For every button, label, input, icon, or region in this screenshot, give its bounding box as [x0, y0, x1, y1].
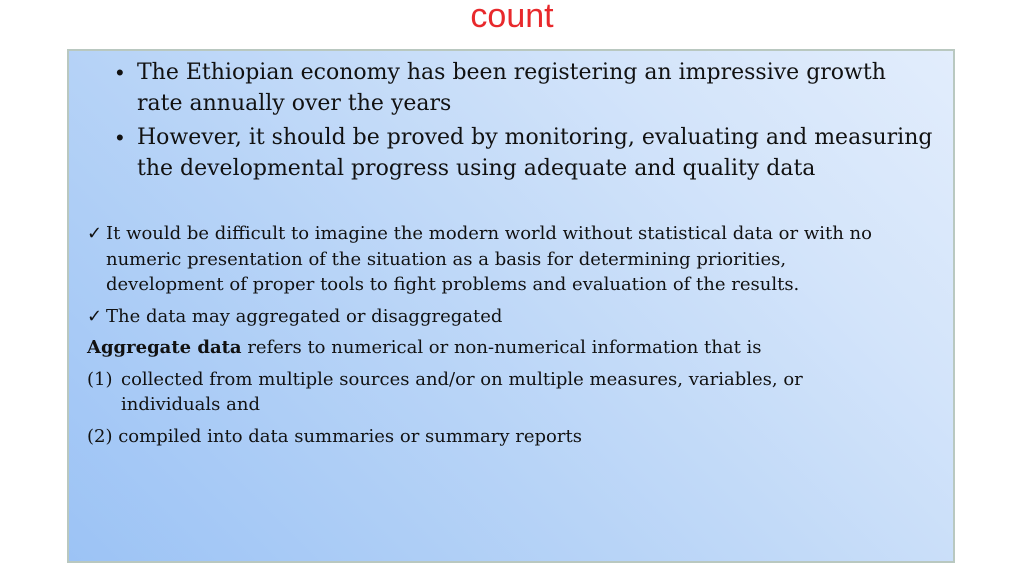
- checkmark-icon: ✓: [87, 305, 103, 327]
- item-number: (1): [87, 368, 113, 390]
- item-text: collected from multiple sources and/or on multiple measures, variables, or individuals and: [121, 368, 803, 415]
- slide-title: count: [470, 0, 554, 35]
- sub-list: [87, 221, 887, 449]
- bullet-dot-icon: •: [116, 125, 124, 150]
- bullet-item: [116, 122, 936, 184]
- bullet-text: The Ethiopian economy has been registering an impressive growth rate annually over the years: [137, 60, 886, 116]
- aggregate-definition: [87, 335, 887, 361]
- aggregate-definition-text: refers to numerical or non-numerical information that is: [241, 337, 762, 358]
- numbered-item: [87, 424, 887, 450]
- check-item: [87, 304, 887, 330]
- check-text: The data may aggregated or disaggregated: [106, 305, 503, 327]
- aggregate-term: Aggregate data: [87, 337, 242, 358]
- item-number: (2): [87, 425, 119, 447]
- check-item: [87, 221, 887, 298]
- bullet-item: [116, 57, 936, 119]
- checkmark-icon: ✓: [87, 223, 103, 244]
- bullet-list: [116, 57, 936, 187]
- numbered-item: [87, 367, 887, 418]
- check-text: It would be difficult to imagine the modern world without statistical data or with no numeric presentation of the situation as a basis for determining priorities, development of proper tools to fight problems and evaluation of the results.: [106, 223, 872, 295]
- bullet-text: However, it should be proved by monitoring, evaluating and measuring the developmental progress using adequate and quality data: [137, 125, 933, 181]
- item-text: compiled into data summaries or summary reports: [118, 425, 582, 447]
- bullet-dot-icon: •: [116, 60, 124, 85]
